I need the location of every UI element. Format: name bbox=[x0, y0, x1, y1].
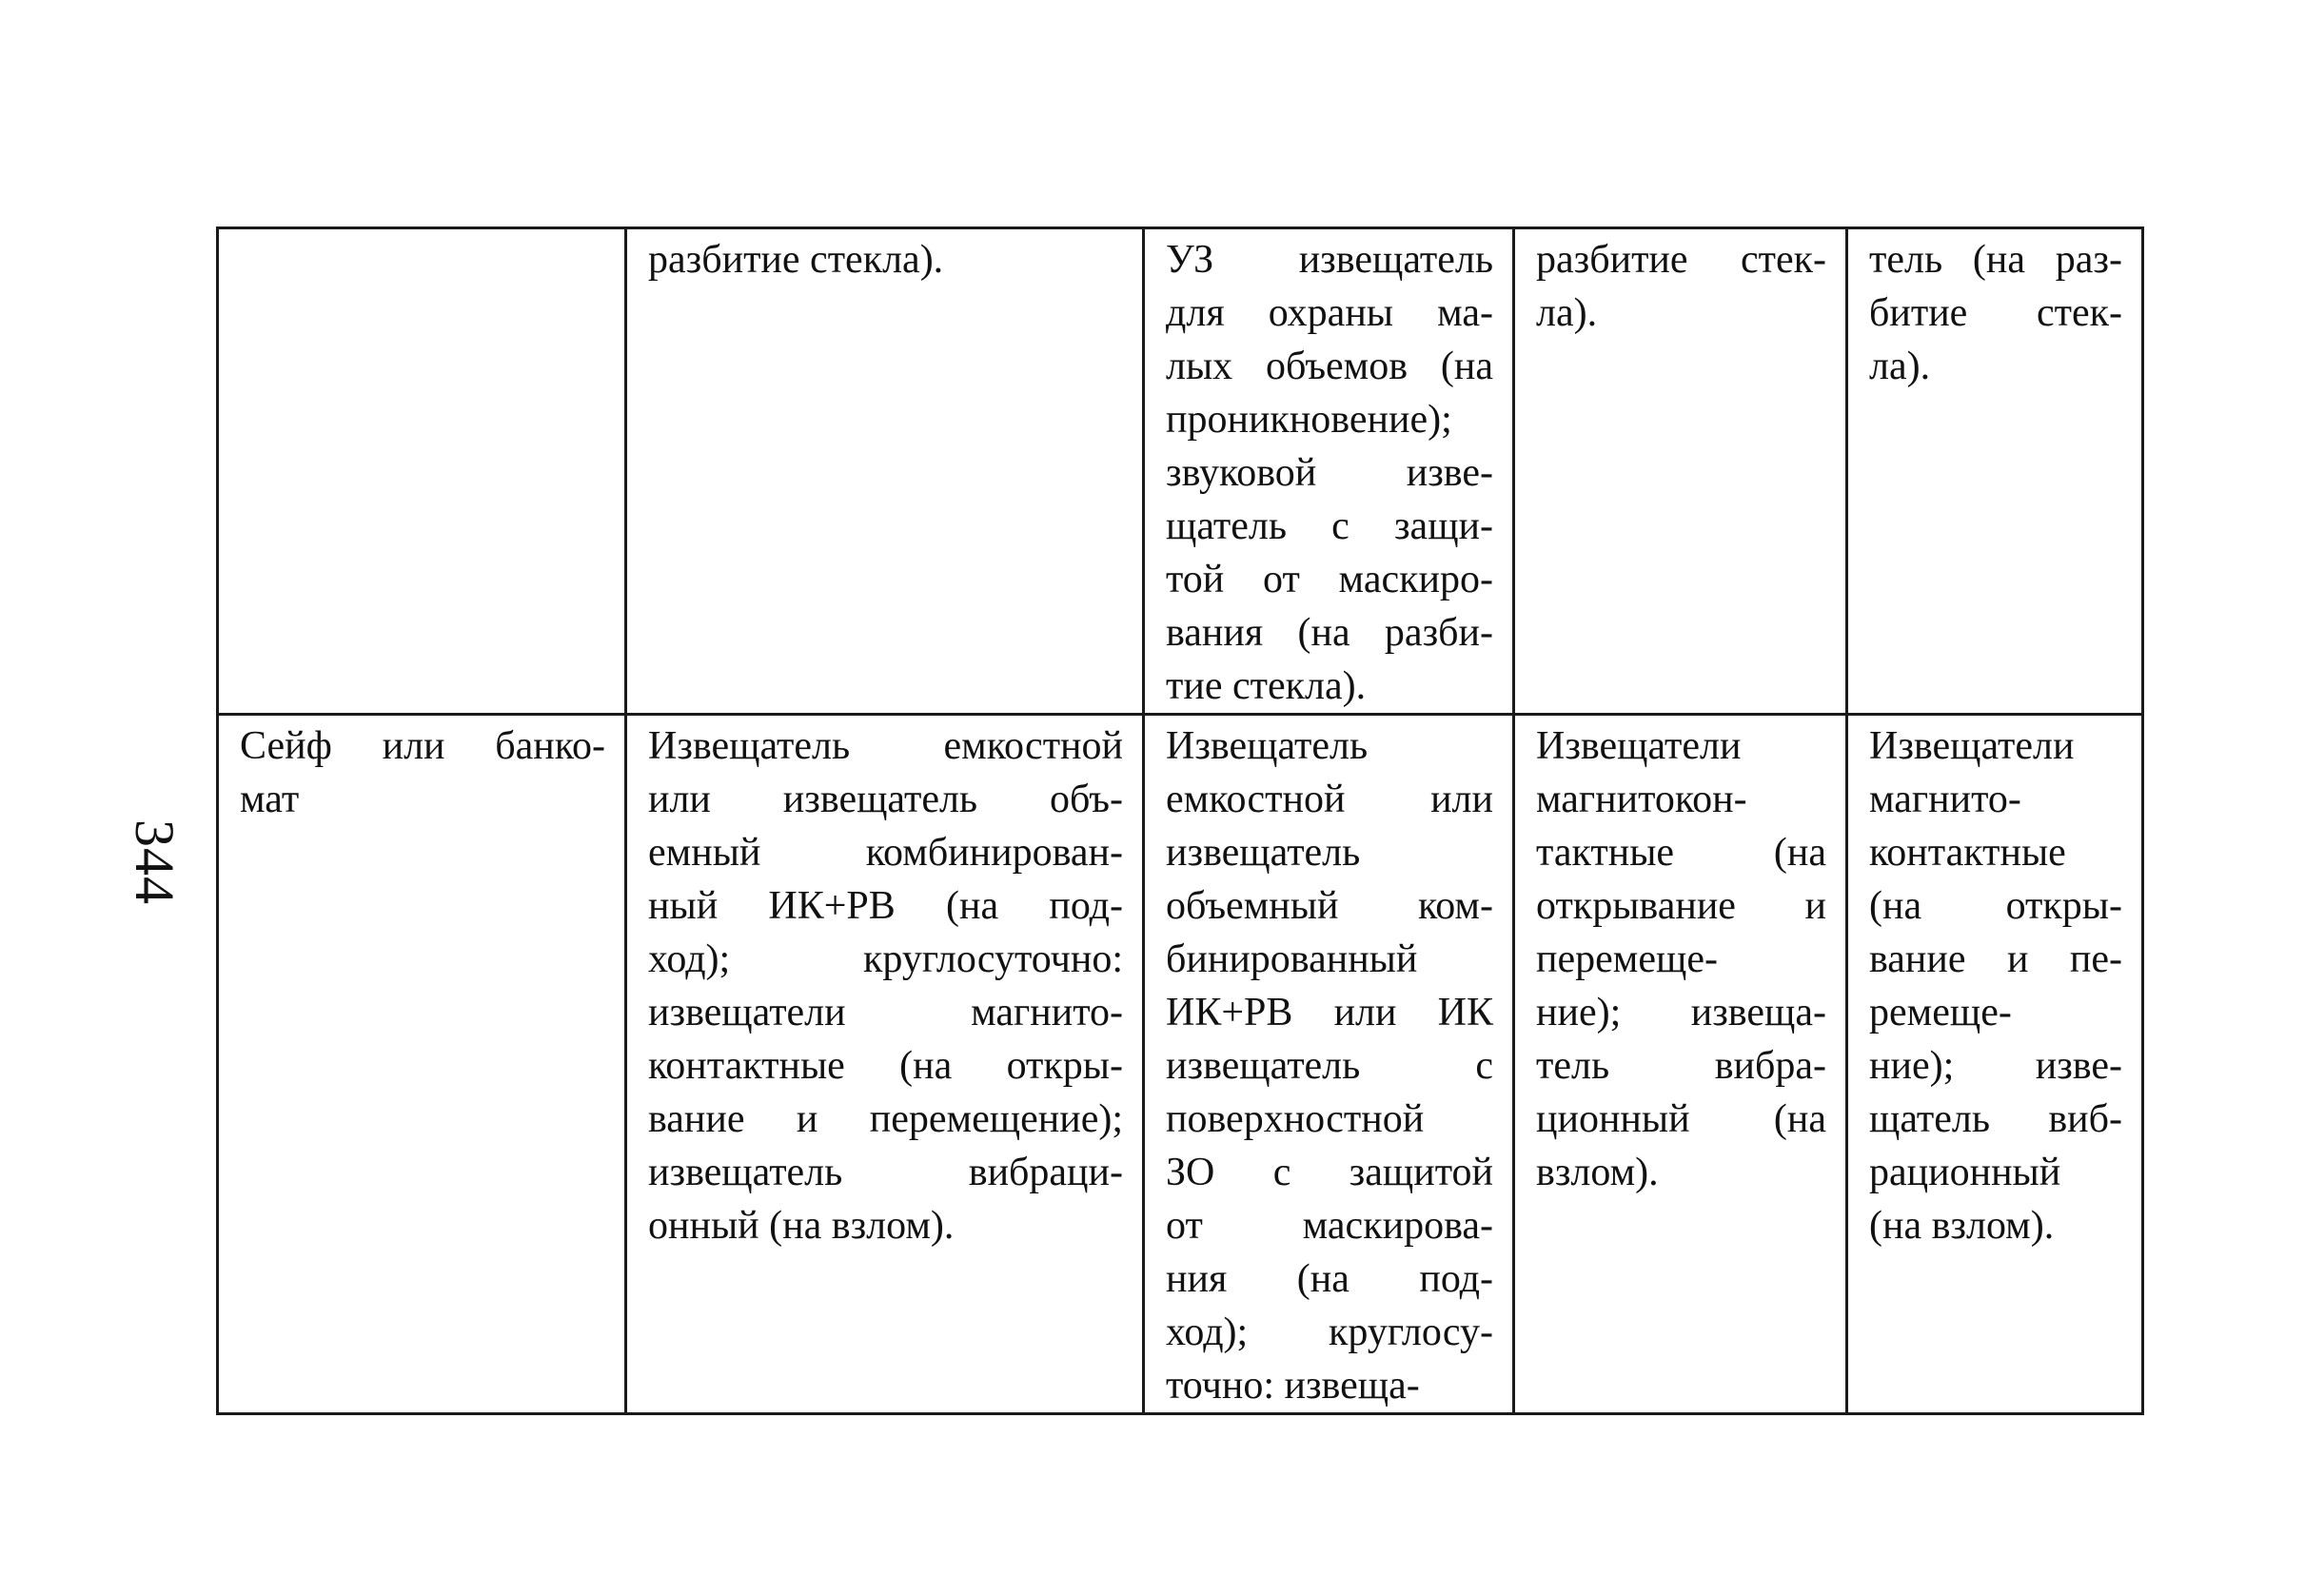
cell-line: извещатели магнито- bbox=[648, 991, 1123, 1034]
cell-line: тель (на раз- bbox=[1869, 238, 2122, 282]
cell-line: ние); извеща- bbox=[1536, 991, 1826, 1034]
cell-text bbox=[1166, 719, 1493, 1412]
cell-text bbox=[1869, 719, 2122, 1252]
cell-line: ремеще- bbox=[1869, 991, 2012, 1034]
table-cell-r1-c3 bbox=[1144, 228, 1514, 715]
cell-line: для охраны ма- bbox=[1166, 291, 1493, 335]
cell-line: тие стекла). bbox=[1166, 664, 1367, 708]
cell-line: ционный (на bbox=[1536, 1097, 1826, 1141]
cell-line: вание и перемещение); bbox=[648, 1097, 1123, 1141]
cell-text bbox=[648, 719, 1123, 1252]
cell-line: ние); изве- bbox=[1869, 1044, 2122, 1088]
cell-line: магнито- bbox=[1869, 778, 2021, 821]
cell-line: (на взлом). bbox=[1869, 1204, 2055, 1248]
cell-line: ход); круглосу- bbox=[1166, 1310, 1493, 1354]
cell-line: открывание и bbox=[1536, 884, 1826, 928]
cell-line: поверхностной bbox=[1166, 1097, 1425, 1141]
cell-line: онный (на взлом). bbox=[648, 1204, 955, 1248]
cell-text bbox=[1166, 233, 1493, 713]
cell-line: извещатель с bbox=[1166, 1044, 1493, 1088]
cell-line: ЗО с защитой bbox=[1166, 1151, 1493, 1194]
table-cell-r2-c5 bbox=[1847, 715, 2143, 1414]
cell-line: разбитие стек- bbox=[1536, 238, 1826, 282]
cell-line: лых объемов (на bbox=[1166, 345, 1493, 388]
table-cell-r1-c1 bbox=[218, 228, 626, 715]
cell-text bbox=[1536, 719, 1826, 1199]
cell-line: (на откры- bbox=[1869, 884, 2122, 928]
cell-line: тель вибра- bbox=[1536, 1044, 1826, 1088]
cell-line: Извещатель емкостной bbox=[648, 724, 1123, 768]
cell-text bbox=[1869, 233, 2122, 393]
cell-line: ла). bbox=[1536, 291, 1598, 335]
cell-line: извещатель вибраци- bbox=[648, 1151, 1123, 1194]
cell-line: звуковой изве- bbox=[1166, 451, 1493, 495]
table-body bbox=[218, 228, 2143, 1414]
cell-line: бинированный bbox=[1166, 937, 1418, 981]
cell-text bbox=[1536, 233, 1826, 340]
cell-line: ход); круглосуточно: bbox=[648, 937, 1123, 981]
cell-line: взлом). bbox=[1536, 1151, 1659, 1194]
cell-line: Извещатели bbox=[1869, 724, 2075, 768]
cell-line: вание и пе- bbox=[1869, 937, 2122, 981]
cell-line: Извещатели bbox=[1536, 724, 1742, 768]
cell-line: щатель с защи- bbox=[1166, 504, 1493, 548]
cell-line: Извещатель bbox=[1166, 724, 1369, 768]
cell-line: проникновение); bbox=[1166, 398, 1452, 442]
cell-line: от маскирова- bbox=[1166, 1204, 1493, 1248]
cell-line: тактные (на bbox=[1536, 831, 1826, 875]
cell-line: ИК+РВ или ИК bbox=[1166, 991, 1493, 1034]
table-row bbox=[218, 715, 2143, 1414]
cell-line: ния (на под- bbox=[1166, 1257, 1493, 1301]
cell-line: контактные bbox=[1869, 831, 2066, 875]
table-cell-r1-c4 bbox=[1514, 228, 1847, 715]
cell-line: емный комбинирован- bbox=[648, 831, 1123, 875]
cell-line: объемный ком- bbox=[1166, 884, 1493, 928]
cell-line: вания (на разби- bbox=[1166, 611, 1493, 655]
cell-line: магнитокон- bbox=[1536, 778, 1747, 821]
cell-line: или извещатель объ- bbox=[648, 778, 1123, 821]
cell-line: щатель виб- bbox=[1869, 1097, 2122, 1141]
cell-line: емкостной или bbox=[1166, 778, 1493, 821]
cell-line: УЗ извещатель bbox=[1166, 238, 1493, 282]
table-cell-r1-c2 bbox=[626, 228, 1144, 715]
cell-text bbox=[240, 719, 605, 826]
table-cell-r2-c1 bbox=[218, 715, 626, 1414]
cell-line: мат bbox=[240, 778, 300, 821]
cell-line: той от маскиро- bbox=[1166, 558, 1493, 601]
cell-line: Сейф или банко- bbox=[240, 724, 605, 768]
document-table bbox=[216, 227, 2144, 1415]
cell-line: точно: извеща- bbox=[1166, 1364, 1420, 1408]
table-cell-r2-c2 bbox=[626, 715, 1144, 1414]
page-number-text: 344 bbox=[124, 819, 186, 905]
cell-text bbox=[648, 233, 1123, 286]
cell-line: ла). bbox=[1869, 345, 1931, 388]
cell-line: битие стек- bbox=[1869, 291, 2122, 335]
table-cell-r2-c3 bbox=[1144, 715, 1514, 1414]
cell-line: ный ИК+РВ (на под- bbox=[648, 884, 1123, 928]
table-cell-r1-c5 bbox=[1847, 228, 2143, 715]
cell-line: контактные (на откры- bbox=[648, 1044, 1123, 1088]
cell-line: разбитие стекла). bbox=[648, 238, 944, 282]
table-row bbox=[218, 228, 2143, 715]
cell-line: перемеще- bbox=[1536, 937, 1718, 981]
cell-line: извещатель bbox=[1166, 831, 1361, 875]
table-cell-r2-c4 bbox=[1514, 715, 1847, 1414]
cell-line: рационный bbox=[1869, 1151, 2061, 1194]
